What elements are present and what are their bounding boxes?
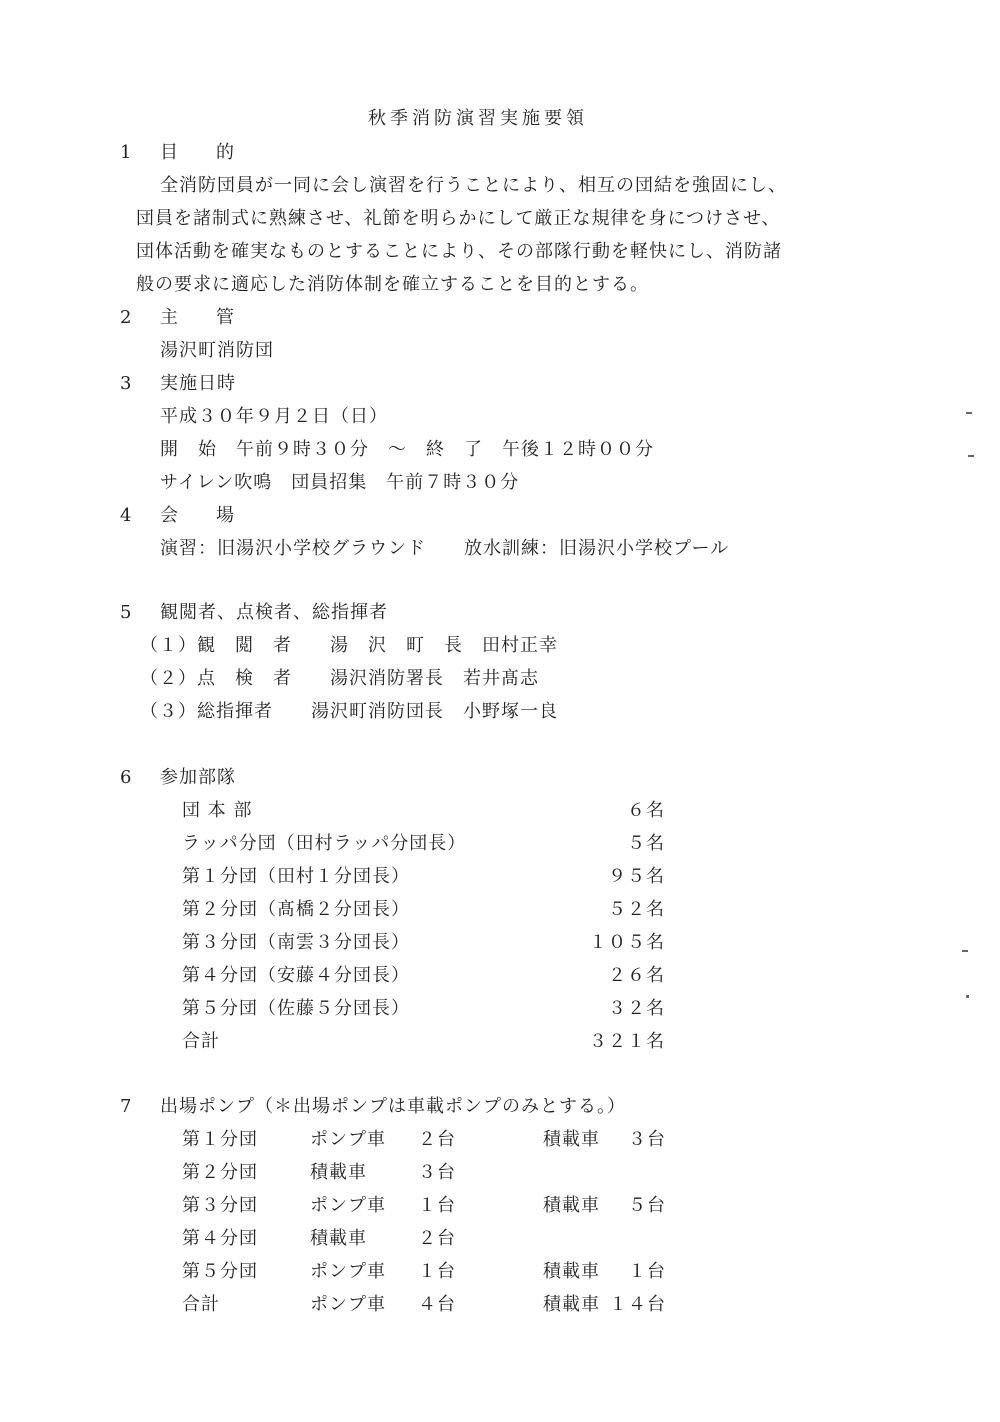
section-1-line: 全消防団員が一同に会し演習を行うことにより、相互の団結を強固にし、 [160, 175, 787, 196]
pump-a-count: ２台 [418, 1129, 456, 1150]
pump-unit: 第４分団 [182, 1228, 258, 1249]
officer-row: （３）総指揮者 湯沢町消防団長 小野塚一良 [140, 701, 558, 722]
pump-a-type: ポンプ車 [310, 1261, 386, 1282]
section-6-heading: 参加部隊 [160, 767, 236, 788]
document-title: 秋季消防演習実施要領 [368, 108, 588, 129]
officer-row: （２）点 検 者 湯沢消防署長 若井髙志 [140, 668, 539, 689]
pump-b-type: 積載車 [543, 1195, 600, 1216]
pump-a-count: ２台 [418, 1228, 456, 1249]
pump-unit: 第２分団 [182, 1162, 258, 1183]
section-7-number: 7 [120, 1096, 133, 1117]
section-6-number: 6 [120, 767, 133, 788]
unit-name: 第１分団（田村１分団長） [182, 866, 410, 887]
siren-time: サイレン吹鳴 団員招集 午前７時３０分 [160, 472, 520, 493]
unit-name: 第５分団（佐藤５分団長） [182, 998, 410, 1019]
unit-name: 第４分団（安藤４分団長） [182, 965, 410, 986]
section-5-heading: 観閲者、点検者、総指揮者 [160, 602, 388, 623]
pump-b-type: 積載車 [543, 1261, 600, 1282]
section-1-heading: 目 的 [160, 142, 244, 163]
pump-a-type: ポンプ車 [310, 1294, 386, 1315]
scan-speck [962, 950, 968, 952]
unit-name: 第２分団（髙橋２分団長） [182, 899, 410, 920]
scan-speck [966, 995, 969, 998]
section-5-number: 5 [120, 602, 133, 623]
unit-count: ３２名 [608, 998, 665, 1019]
pump-a-count: １台 [418, 1261, 456, 1282]
section-1-line: 般の要求に適応した消防体制を確立することを目的とする。 [136, 274, 649, 295]
pump-unit: 第１分団 [182, 1129, 258, 1150]
section-1-line: 団体活動を確実なものとすることにより、その部隊行動を軽快にし、消防諸 [136, 241, 782, 262]
section-2-body: 湯沢町消防団 [160, 340, 274, 361]
unit-count: ５２名 [608, 899, 665, 920]
pump-b-count: ５台 [628, 1195, 666, 1216]
section-4-heading: 会 場 [160, 505, 244, 526]
pump-a-type: 積載車 [310, 1162, 367, 1183]
unit-count: ２６名 [608, 965, 665, 986]
pump-a-count: ４台 [418, 1294, 456, 1315]
pump-b-type: 積載車 [543, 1129, 600, 1150]
pump-b-type: 積載車 [543, 1294, 600, 1315]
scan-speck [968, 455, 974, 457]
unit-name: 団 本 部 [182, 800, 253, 821]
unit-count: ５名 [627, 833, 665, 854]
scan-speck [966, 412, 972, 414]
section-3-number: 3 [120, 373, 133, 394]
pump-unit: 第５分団 [182, 1261, 258, 1282]
pump-a-type: 積載車 [310, 1228, 367, 1249]
section-1-line: 団員を諸制式に熟練させ、礼節を明らかにして厳正な規律を身につけさせ、 [136, 208, 781, 229]
section-1-number: 1 [120, 142, 133, 163]
pump-unit: 第３分団 [182, 1195, 258, 1216]
unit-total-label: 合計 [182, 1031, 220, 1052]
unit-count: ９５名 [608, 866, 665, 887]
event-date: 平成３０年９月２日（日） [160, 406, 388, 427]
officer-row: （１）観 閲 者 湯 沢 町 長 田村正幸 [140, 635, 558, 656]
pump-a-count: ３台 [418, 1162, 456, 1183]
unit-count: １０５名 [589, 932, 665, 953]
pump-a-type: ポンプ車 [310, 1195, 386, 1216]
pump-b-count: １台 [628, 1261, 666, 1282]
event-time: 開 始 午前９時３０分 ～ 終 了 午後１２時００分 [160, 439, 654, 460]
section-7-heading: 出場ポンプ（＊出場ポンプは車載ポンプのみとする。） [160, 1096, 626, 1117]
section-2-heading: 主 管 [160, 307, 244, 328]
section-4-number: 4 [120, 505, 133, 526]
pump-b-count: １４台 [609, 1294, 666, 1315]
section-3-heading: 実施日時 [160, 373, 236, 394]
pump-a-type: ポンプ車 [310, 1129, 386, 1150]
unit-count: ６名 [627, 800, 665, 821]
venue: 演習：旧湯沢小学校グラウンド 放水訓練：旧湯沢小学校プール [160, 538, 730, 559]
unit-name: ラッパ分団（田村ラッパ分団長） [182, 833, 467, 854]
pump-total-label: 合計 [182, 1294, 220, 1315]
unit-total-count: ３２１名 [589, 1031, 665, 1052]
pump-a-count: １台 [418, 1195, 456, 1216]
pump-b-count: ３台 [628, 1129, 666, 1150]
section-2-number: 2 [120, 307, 133, 328]
unit-name: 第３分団（南雲３分団長） [182, 932, 410, 953]
